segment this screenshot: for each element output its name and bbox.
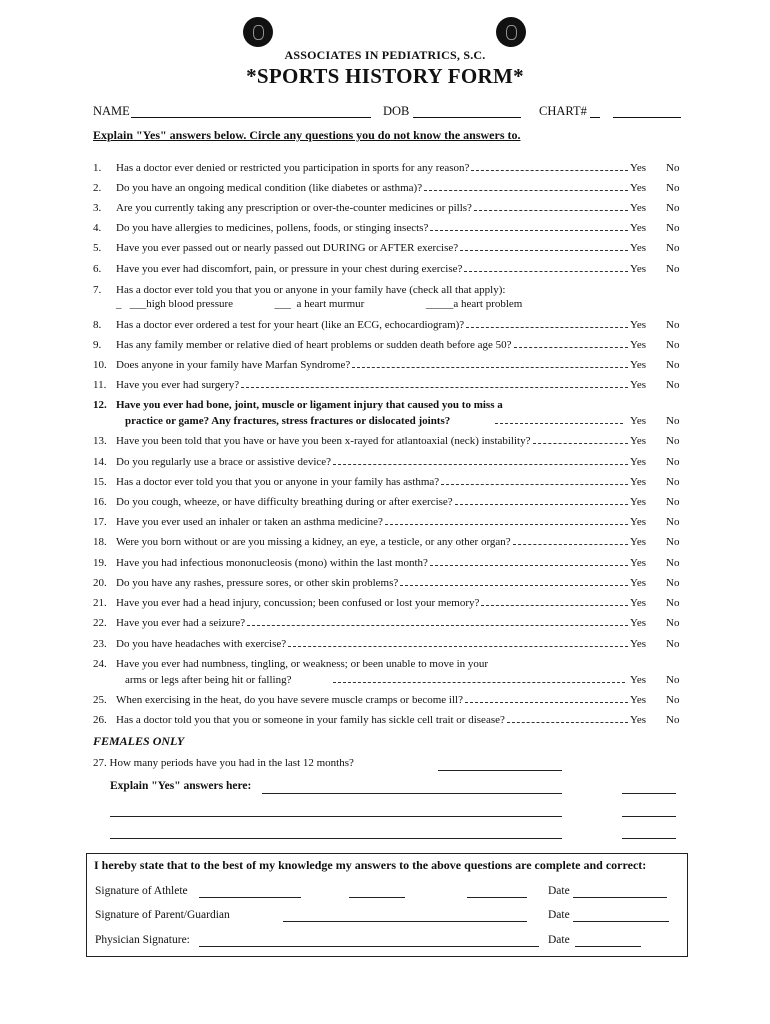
answer-yes[interactable]: Yes [630, 182, 647, 194]
answer-yes[interactable]: Yes [630, 222, 647, 234]
answer-yes[interactable]: Yes [630, 202, 647, 214]
answer-yes[interactable]: Yes [630, 319, 647, 331]
q7-murmur-blank[interactable]: ___ [274, 298, 297, 310]
answer-yes[interactable]: Yes [630, 496, 647, 508]
attestation-box [86, 853, 688, 957]
question-text: Have you ever had numbness, tingling, or weakness; or been unable to move in your [116, 658, 489, 670]
answer-no[interactable]: No [666, 202, 680, 214]
question-text: Do you have an ongoing medical condition (like diabetes or asthma)? [116, 182, 423, 194]
question-text: Have you ever had bone, joint, muscle or ligament injury that caused you to miss a [116, 399, 503, 411]
q7-option-high-bp: high blood pressure [146, 298, 234, 310]
leader-dots [333, 682, 625, 683]
answer-no[interactable]: No [666, 638, 680, 650]
answer-yes[interactable]: Yes [630, 456, 647, 468]
question-15 [93, 475, 693, 490]
q7-option-heart-problem: a heart problem [453, 298, 523, 310]
question-number: 15. [93, 476, 107, 488]
leader-dots [474, 210, 628, 211]
q24-cont-text: arms or legs after being hit or falling? [125, 674, 292, 686]
question-text: Have you been told that you have or have you been x-rayed for atlantoaxial (neck) instability? [116, 435, 531, 447]
answer-no[interactable]: No [666, 476, 680, 488]
leader-dots [430, 565, 628, 566]
name-label: NAME [93, 104, 130, 118]
answer-yes[interactable]: Yes [630, 435, 647, 447]
question-number: 9. [93, 339, 102, 351]
parent-signature-label: Signature of Parent/Guardian [95, 909, 230, 921]
leader-dots [247, 625, 628, 626]
practice-name: ASSOCIATES IN PEDIATRICS, S.C. [284, 48, 486, 62]
question-text: Has a doctor told you that you or someone in your family has sickle cell trait or disease? [116, 714, 505, 726]
attestation-statement: I hereby state that to the best of my knowledge my answers to the above questions are complete and correct: [94, 858, 647, 872]
question-25 [93, 693, 693, 708]
physician-signature-line[interactable] [199, 946, 539, 947]
answer-yes[interactable]: Yes [630, 476, 647, 488]
answer-no[interactable]: No [666, 694, 680, 706]
dob-field[interactable] [413, 117, 521, 118]
answer-no[interactable]: No [666, 435, 680, 447]
q24-yes[interactable]: Yes [630, 674, 647, 686]
question-number: 10. [93, 359, 107, 371]
answer-no[interactable]: No [666, 557, 680, 569]
question-number: 19. [93, 557, 107, 569]
answer-no[interactable]: No [666, 359, 680, 371]
name-field[interactable] [131, 117, 371, 118]
answer-yes[interactable]: Yes [630, 597, 647, 609]
question-14 [93, 455, 693, 470]
question-number: 12. [93, 399, 107, 411]
answer-no[interactable]: No [666, 339, 680, 351]
question-number: 21. [93, 597, 107, 609]
instructions: Explain "Yes" answers below. Circle any questions you do not know the answers to. [93, 128, 521, 142]
leader-dots [495, 423, 623, 424]
leader-dots [513, 544, 628, 545]
question-number: 22. [93, 617, 107, 629]
answer-yes[interactable]: Yes [630, 263, 647, 275]
question-text: Do you have any rashes, pressure sores, or other skin problems? [116, 577, 399, 589]
athlete-signature-line-b[interactable] [349, 897, 405, 898]
q27-answer-line[interactable] [438, 770, 562, 771]
athlete-signature-label: Signature of Athlete [95, 885, 188, 897]
question-text: Have you ever had discomfort, pain, or pressure in your chest during exercise? [116, 263, 463, 275]
answer-yes[interactable]: Yes [630, 379, 647, 391]
answer-no[interactable]: No [666, 263, 680, 275]
leader-dots [533, 443, 628, 444]
answer-yes[interactable]: Yes [630, 536, 647, 548]
q7-option-murmur: a heart murmur [296, 298, 365, 310]
physician-date-label: Date [548, 934, 570, 946]
answer-yes[interactable]: Yes [630, 242, 647, 254]
leader-dots [385, 524, 628, 525]
question-number: 6. [93, 263, 102, 275]
question-10 [93, 358, 693, 373]
physician-date-line[interactable] [575, 946, 641, 947]
question-number: 16. [93, 496, 107, 508]
answer-no[interactable]: No [666, 182, 680, 194]
question-7 [93, 283, 693, 298]
question-text: Do you cough, wheeze, or have difficulty breathing during or after exercise? [116, 496, 453, 508]
question-text: Do you regularly use a brace or assistive device? [116, 456, 332, 468]
question-3 [93, 201, 693, 216]
explain-line-3[interactable] [110, 838, 562, 839]
question-13 [93, 434, 693, 449]
question-number: 4. [93, 222, 102, 234]
question-number: 13. [93, 435, 107, 447]
question-number: 2. [93, 182, 102, 194]
explain-label: Explain "Yes" answers here: [110, 780, 252, 792]
leader-dots [441, 484, 628, 485]
question-number: 23. [93, 638, 107, 650]
chart-field[interactable] [613, 117, 681, 118]
leader-dots [352, 367, 628, 368]
question-text: Have you ever used an inhaler or taken an asthma medicine? [116, 516, 383, 528]
answer-no[interactable]: No [666, 222, 680, 234]
question-8 [93, 318, 693, 333]
question-text: Do you have headaches with exercise? [116, 638, 287, 650]
question-9 [93, 338, 693, 353]
question-number: 1. [93, 162, 102, 174]
question-26 [93, 713, 693, 728]
form-title: *SPORTS HISTORY FORM* [246, 64, 524, 88]
q27-text: 27. How many periods have you had in the last 12 months? [93, 757, 354, 769]
answer-yes[interactable]: Yes [630, 577, 647, 589]
explain-line-1[interactable] [262, 793, 562, 794]
question-number: 5. [93, 242, 102, 254]
question-text: Were you born without or are you missing a kidney, an eye, a testicle, or any other organ? [116, 536, 511, 548]
question-17 [93, 515, 693, 530]
question-23 [93, 637, 693, 652]
answer-yes[interactable]: Yes [630, 714, 647, 726]
leader-dots [460, 250, 628, 251]
question-text: Have you ever passed out or nearly passed out DURING or AFTER exercise? [116, 242, 459, 254]
leader-dots [466, 327, 628, 328]
answer-no[interactable]: No [666, 714, 680, 726]
parent-date-label: Date [548, 909, 570, 921]
answer-no[interactable]: No [666, 379, 680, 391]
q24-continuation [93, 673, 693, 688]
question-number: 20. [93, 577, 107, 589]
answer-no[interactable]: No [666, 617, 680, 629]
answer-yes[interactable]: Yes [630, 617, 647, 629]
answer-yes[interactable]: Yes [630, 557, 647, 569]
leader-dots [455, 504, 628, 505]
question-number: 26. [93, 714, 107, 726]
question-number: 18. [93, 536, 107, 548]
answer-no[interactable]: No [666, 516, 680, 528]
question-text: Has any family member or relative died of heart problems or sudden death before age 50? [116, 339, 512, 351]
athlete-signature-line[interactable] [199, 897, 301, 898]
explain-line-2b[interactable] [622, 816, 676, 817]
q12-continuation [93, 414, 693, 429]
athlete-date-label: Date [548, 885, 570, 897]
question-text: Have you had infectious mononucleosis (mono) within the last month? [116, 557, 428, 569]
question-text: Are you currently taking any prescription or over-the-counter medicines or pills? [116, 202, 472, 214]
q7-heart-blank[interactable]: _____ [425, 298, 454, 310]
answer-no[interactable]: No [666, 536, 680, 548]
chart-field-a[interactable] [590, 117, 600, 118]
leader-dots [241, 387, 628, 388]
answer-no[interactable]: No [666, 597, 680, 609]
leader-dots [424, 190, 628, 191]
question-number: 14. [93, 456, 107, 468]
answer-no[interactable]: No [666, 162, 680, 174]
logo-icon-left [243, 17, 273, 47]
question-text: Has a doctor ever ordered a test for your heart (like an ECG, echocardiogram)? [116, 319, 465, 331]
question-22 [93, 616, 693, 631]
question-2 [93, 181, 693, 196]
question-19 [93, 556, 693, 571]
answer-yes[interactable]: Yes [630, 339, 647, 351]
answer-no[interactable]: No [666, 242, 680, 254]
leader-dots [400, 585, 628, 586]
answer-yes[interactable]: Yes [630, 638, 647, 650]
question-20 [93, 576, 693, 591]
chart-label: CHART# [539, 104, 587, 118]
question-24 [93, 657, 693, 672]
answer-no[interactable]: No [666, 319, 680, 331]
explain-line-1b[interactable] [622, 793, 676, 794]
question-text: Has a doctor ever told you that you or anyone in your family have (check all that apply): [116, 284, 506, 296]
question-text: Has a doctor ever denied or restricted you participation in sports for any reason? [116, 162, 470, 174]
answer-yes[interactable]: Yes [630, 162, 647, 174]
leader-dots [464, 271, 628, 272]
leader-dots [430, 230, 628, 231]
question-11 [93, 378, 693, 393]
question-text: Has a doctor ever told you that you or anyone in your family has asthma? [116, 476, 440, 488]
question-6 [93, 262, 693, 277]
athlete-signature-line-c[interactable] [467, 897, 527, 898]
leader-dots [481, 605, 628, 606]
question-number: 8. [93, 319, 102, 331]
leader-dots [507, 722, 628, 723]
question-text: When exercising in the heat, do you have severe muscle cramps or become ill? [116, 694, 463, 706]
answer-yes[interactable]: Yes [630, 359, 647, 371]
question-5 [93, 241, 693, 256]
parent-signature-line[interactable] [283, 921, 527, 922]
leader-dots [471, 170, 628, 171]
question-text: Do you have allergies to medicines, pollens, foods, or stinging insects? [116, 222, 429, 234]
parent-date-line[interactable] [573, 921, 669, 922]
females-only-heading: FEMALES ONLY [93, 734, 185, 748]
patient-id-row [93, 104, 693, 120]
question-1 [93, 161, 693, 176]
question-number: 11. [93, 379, 107, 391]
leader-dots [288, 646, 628, 647]
answer-yes[interactable]: Yes [630, 516, 647, 528]
athlete-date-line[interactable] [573, 897, 667, 898]
leader-dots [333, 464, 628, 465]
question-text: Have you ever had surgery? [116, 379, 240, 391]
question-4 [93, 221, 693, 236]
question-number: 24. [93, 658, 107, 670]
question-16 [93, 495, 693, 510]
question-number: 7. [93, 284, 102, 296]
question-number: 3. [93, 202, 102, 214]
question-18 [93, 535, 693, 550]
question-number: 17. [93, 516, 107, 528]
q24-no[interactable]: No [666, 674, 680, 686]
physician-signature-label: Physician Signature: [95, 934, 190, 946]
explain-line-2[interactable] [110, 816, 562, 817]
answer-no[interactable]: No [666, 496, 680, 508]
question-text: Does anyone in your family have Marfan Syndrome? [116, 359, 351, 371]
dob-label: DOB [383, 104, 410, 118]
question-21 [93, 596, 693, 611]
q7-options [116, 297, 522, 311]
explain-line-3b[interactable] [622, 838, 676, 839]
question-12 [93, 398, 693, 413]
question-text: Have you ever had a head injury, concussion; been confused or lost your memory? [116, 597, 480, 609]
answer-no[interactable]: No [666, 456, 680, 468]
leader-dots [514, 347, 628, 348]
leader-dots [465, 702, 628, 703]
question-number: 25. [93, 694, 107, 706]
logo-icon-right [496, 17, 526, 47]
question-text: Have you ever had a seizure? [116, 617, 246, 629]
q12-no[interactable]: No [666, 415, 680, 427]
answer-no[interactable]: No [666, 577, 680, 589]
q7-high-bp-blank[interactable]: _ ___ [116, 298, 147, 310]
q12-yes[interactable]: Yes [630, 415, 647, 427]
q12-cont-text: practice or game? Any fractures, stress fractures or dislocated joints? [125, 415, 451, 427]
answer-yes[interactable]: Yes [630, 694, 647, 706]
